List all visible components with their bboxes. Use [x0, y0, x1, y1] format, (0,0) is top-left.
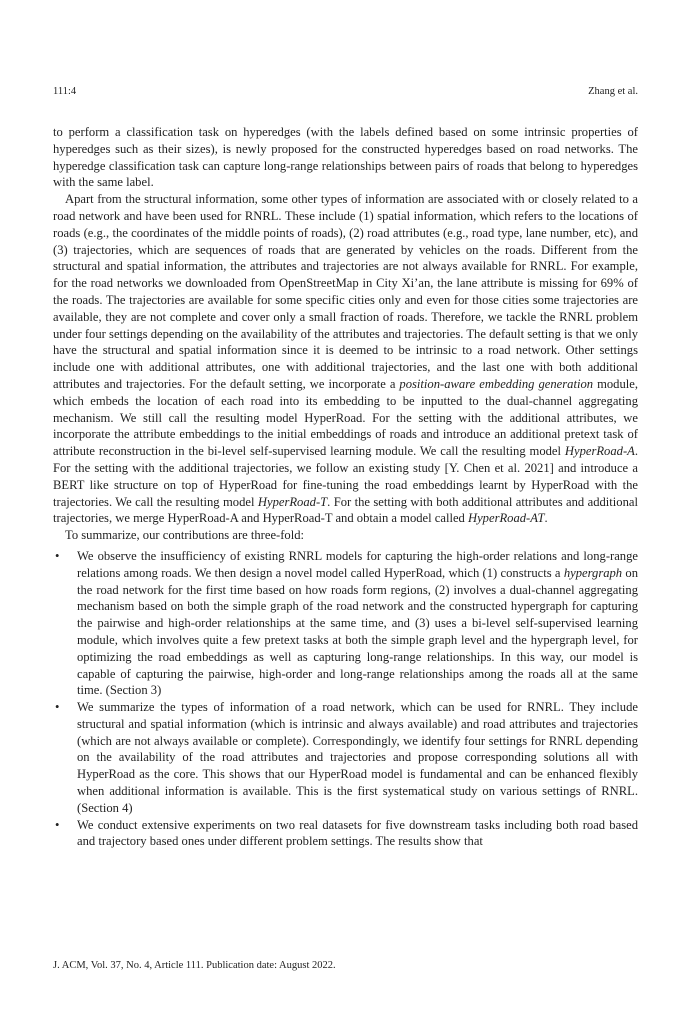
- emphasis-term: position-aware embedding generation: [399, 376, 594, 391]
- list-item: [53, 699, 638, 817]
- text-span: . For the setting with the additional trajectories, we follow an existing study [Y. Chen et al. 2021] and introduce a BERT like structure on top of HyperRoad for fine-tuning the road embeddings learnt by HyperRoad with the trajectories. We call the resulting model: [53, 444, 638, 509]
- contributions-list: [53, 548, 638, 850]
- text-span: To summarize, our contributions are three-fold:: [65, 528, 305, 543]
- emphasis-term: HyperRoad-AT: [468, 511, 545, 526]
- bullet-icon: •: [55, 817, 60, 832]
- text-span: Apart from the structural information, some other types of information are associated with or closely related to a road network and have been used for RNRL. These include (1) spatial information, which refers to the locations of roads (e.g., the coordinates of the middle points of roads), (2) road attributes (e.g., road type, lane number, etc), and (3) trajectories, which are sequences of roads that are generated by vehicles on the roads. Different from the structural and spatial information, the attributes and trajectories are not always available for RNRL. For example, for the road networks we downloaded from OpenStreetMap in City Xi’an, the lane attribute is missing for 69% of the roads. The trajectories are available for some specific cities only and even for those cities some trajectories are available, they are not complete and cover only a small fraction of roads. Therefore, we tackle the RNRL problem under four settings depending on the availability of the attributes and trajectories. The default setting is that we only have the structural and spatial information since it is deemed to be intrinsic to a road network. Other settings include one with additional attributes, one with additional trajectories, and the last one with both additional attributes and trajectories. For the default setting, we incorporate a: [53, 192, 638, 391]
- text-span: We conduct extensive experiments on two real datasets for five downstream tasks including both road based and trajectory based ones under different problem settings. The results show that: [77, 817, 638, 849]
- journal-citation: J. ACM, Vol. 37, No. 4, Article 111. Publication date: August 2022.: [53, 960, 336, 971]
- page-id: 111:4: [53, 86, 77, 97]
- emphasis-term: hypergraph: [563, 565, 623, 580]
- running-header: [53, 86, 638, 97]
- text-span: on the road network for the first time based on how roads form regions, (2) involves a dual-channel aggregating mechanism based on both the simple graph of the road network and the constructed hypergraph for capturing the pairwise and high-order relationships at the same time, and (3) uses a bi-level self-supervised learning module, which involves quite a few pretext tasks at both the simple graph level and the hypergraph level, for optimizing the road embeddings as well as capturing long-range relationships. In this way, our model is capable of capturing the pairwise, high-order and long-range relationships among the roads all at the same time. (Section 3): [77, 565, 639, 698]
- running-authors: Zhang et al.: [588, 86, 638, 97]
- emphasis-term: HyperRoad-T: [257, 494, 328, 509]
- text-span: to perform a classification task on hyperedges (with the labels defined based on some intrinsic properties of hyperedges such as their sizes), is newly proposed for the constructed hyperedges based on road networks. The hyperedge classification task can capture long-range relationships between pairs of roads that belong to hyperedges with the same label.: [53, 125, 638, 190]
- bullet-icon: •: [55, 548, 60, 563]
- list-item: [53, 817, 638, 851]
- emphasis-term: HyperRoad-A: [564, 444, 635, 459]
- text-span: We observe the insufficiency of existing RNRL models for capturing the high-order relations and long-range relations among roads. We then design a novel model called HyperRoad, which (1) constructs a: [77, 548, 638, 580]
- text-span: We summarize the types of information of a road network, which can be used for RNRL. They include structural and spatial information (which is intrinsic and always available) and road attributes and trajectories (which are not always available or complete). Correspondingly, we identify four settings for RNRL depending on the availability of the road attributes and trajectories and propose corresponding solutions all with HyperRoad as the core. This shows that our HyperRoad model is fundamental and can be enhanced flexibly when additional information is available. This is the first systematical study on various settings of RNRL. (Section 4): [77, 700, 638, 815]
- paragraph-information-types: [53, 191, 638, 527]
- page-footer: [53, 960, 336, 971]
- body-text: [53, 124, 638, 850]
- bullet-icon: •: [55, 700, 60, 715]
- paragraph-summary-intro: [53, 527, 638, 544]
- text-span: module, which embeds the location of each road into its embedding to be inputted to the dual-channel aggregating mechanism. We still call the resulting model HyperRoad. For the setting with the additional attributes, we incorporate the attribute embeddings to the initial embeddings of roads and introduce an additional pretext task of attribute reconstruction in the bi-level self-supervised learning module. We call the resulting model: [53, 376, 638, 459]
- text-span: .: [544, 511, 548, 526]
- paragraph-continued: [53, 124, 638, 191]
- text-span: . For the setting with both additional attributes and additional trajectories, we merge HyperRoad-A and HyperRoad-T and obtain a model called: [53, 494, 638, 526]
- list-item: [53, 548, 638, 699]
